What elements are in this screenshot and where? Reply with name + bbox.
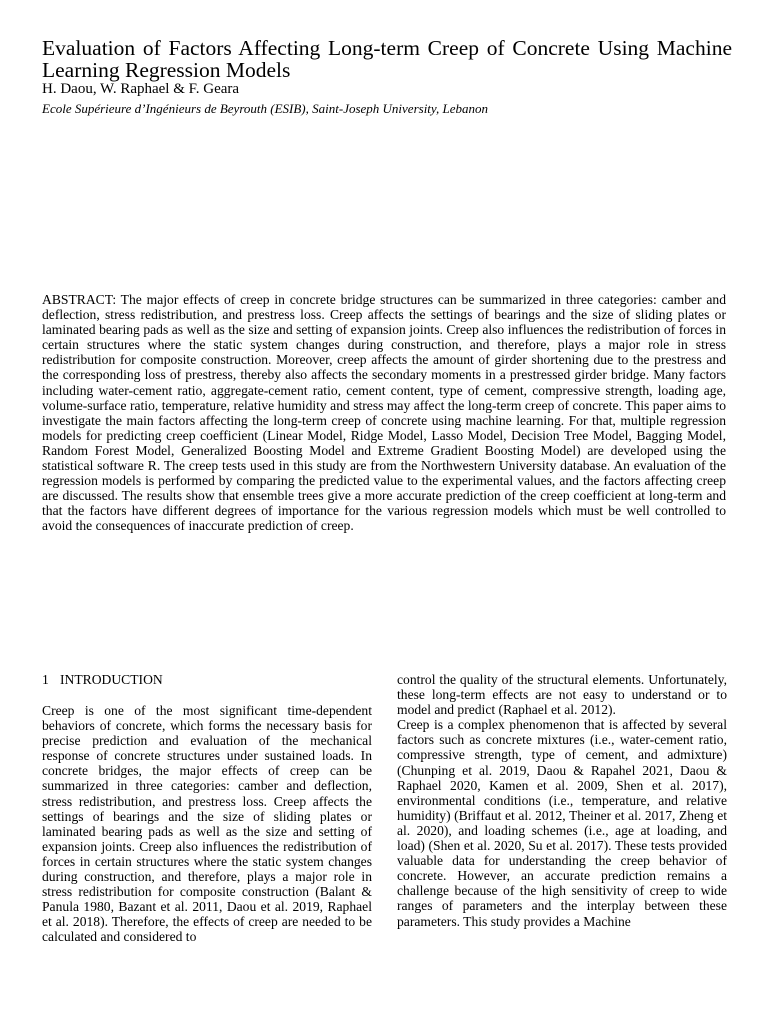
section-title: INTRODUCTION <box>60 672 163 687</box>
introduction-paragraph-1: Creep is one of the most significant time-dependent behaviors of concrete, which forms the necessary basis for precise prediction and evaluation of the mechanical response of concrete structures under sustained loads. In concrete bridges, the major effects of creep can be summarized in three categories: camber and deflection, stress redistribution, and prestress loss. Creep affects the settings of bearings and the size of sliding plates or laminated bearing pads as well as the size and setting of expansion joints. Creep also influences the redistribution of forces in certain structures where the static system changes during construction, and therefore, plays a major role in stress redistribution for composite construction (Balant & Panula 1980, Bazant et al. 2011, Daou et al. 2019, Raphael et al. 2018). Therefore, the effects of creep are needed to be calculated and considered to <box>42 703 372 945</box>
paper-authors: H. Daou, W. Raphael & F. Geara <box>42 81 240 97</box>
introduction-paragraph-1-continued: control the quality of the structural elements. Unfortunately, these long-term effects are not easy to understand or to model and predict (Raphael et al. 2012). <box>397 672 727 718</box>
section-number: 1 <box>42 672 49 687</box>
right-column <box>397 672 727 929</box>
abstract-paragraph: ABSTRACT: The major effects of creep in concrete bridge structures can be summarized in three categories: camber and deflection, stress redistribution, and prestress loss. Creep affects the settings of bearings and the size of sliding plates or laminated bearing pads as well as the size and setting of expansion joints. Creep also influences the redistribution of forces in certain structures where the static system changes during construction, and therefore, plays a major role in stress redistribution for composite construction. Moreover, creep affects the amount of girder shortening due to the prestress and the corresponding loss of prestress, thereby also affects the secondary moments in a prestressed girder bridge. Many factors including water-cement ratio, aggregate-cement ratio, cement content, type of cement, compressive strength, loading age, volume-surface ratio, temperature, relative humidity and stress may affect the long-term creep of concrete. This paper aims to investigate the main factors affecting the long-term creep of concrete using machine learning. For that, multiple regression models for predicting creep coefficient (Linear Model, Ridge Model, Lasso Model, Decision Tree Model, Bagging Model, Random Forest Model, Generalized Boosting Model and Extreme Gradient Boosting Model) are developed using the statistical software R. The creep tests used in this study are from the Northwestern University database. An evaluation of the regression models is performed by comparing the predicted value to the experimental values, and the factors affecting creep are discussed. The results show that ensemble trees give a more accurate prediction of the creep coefficient at long-term and that the factors have different degrees of importance for the various regression models which must be well controlled to avoid the consequences of inaccurate prediction of creep. <box>42 292 726 534</box>
section-heading-introduction <box>42 672 372 687</box>
left-column <box>42 672 372 945</box>
introduction-paragraph-2: Creep is a complex phenomenon that is affected by several factors such as concrete mixtures (i.e., water-cement ratio, compressive strength, type of cement, and admixture) (Chunping et al. 2019, Daou & Rapahel 2021, Daou & Raphael 2020, Kamen et al. 2009, Shen et al. 2017), environmental conditions (i.e., temperature, and relative humidity) (Briffaut et al. 2012, Theiner et al. 2017, Zheng et al. 2020), and loading schemes (i.e., age at loading, and load) (Shen et al. 2020, Su et al. 2017). These tests provided valuable data for understanding the creep behavior of concrete. However, an accurate prediction remains a challenge because of the high sensitivity of creep to wide ranges of parameters and the interplay between these parameters. This study provides a Machine <box>397 717 727 929</box>
paper-title: Evaluation of Factors Affecting Long-term Creep of Concrete Using Machine Learning Regression Models <box>42 36 732 82</box>
paper-affiliation: Ecole Supérieure d’Ingénieurs de Beyrouth (ESIB), Saint-Joseph University, Lebanon <box>42 101 488 116</box>
